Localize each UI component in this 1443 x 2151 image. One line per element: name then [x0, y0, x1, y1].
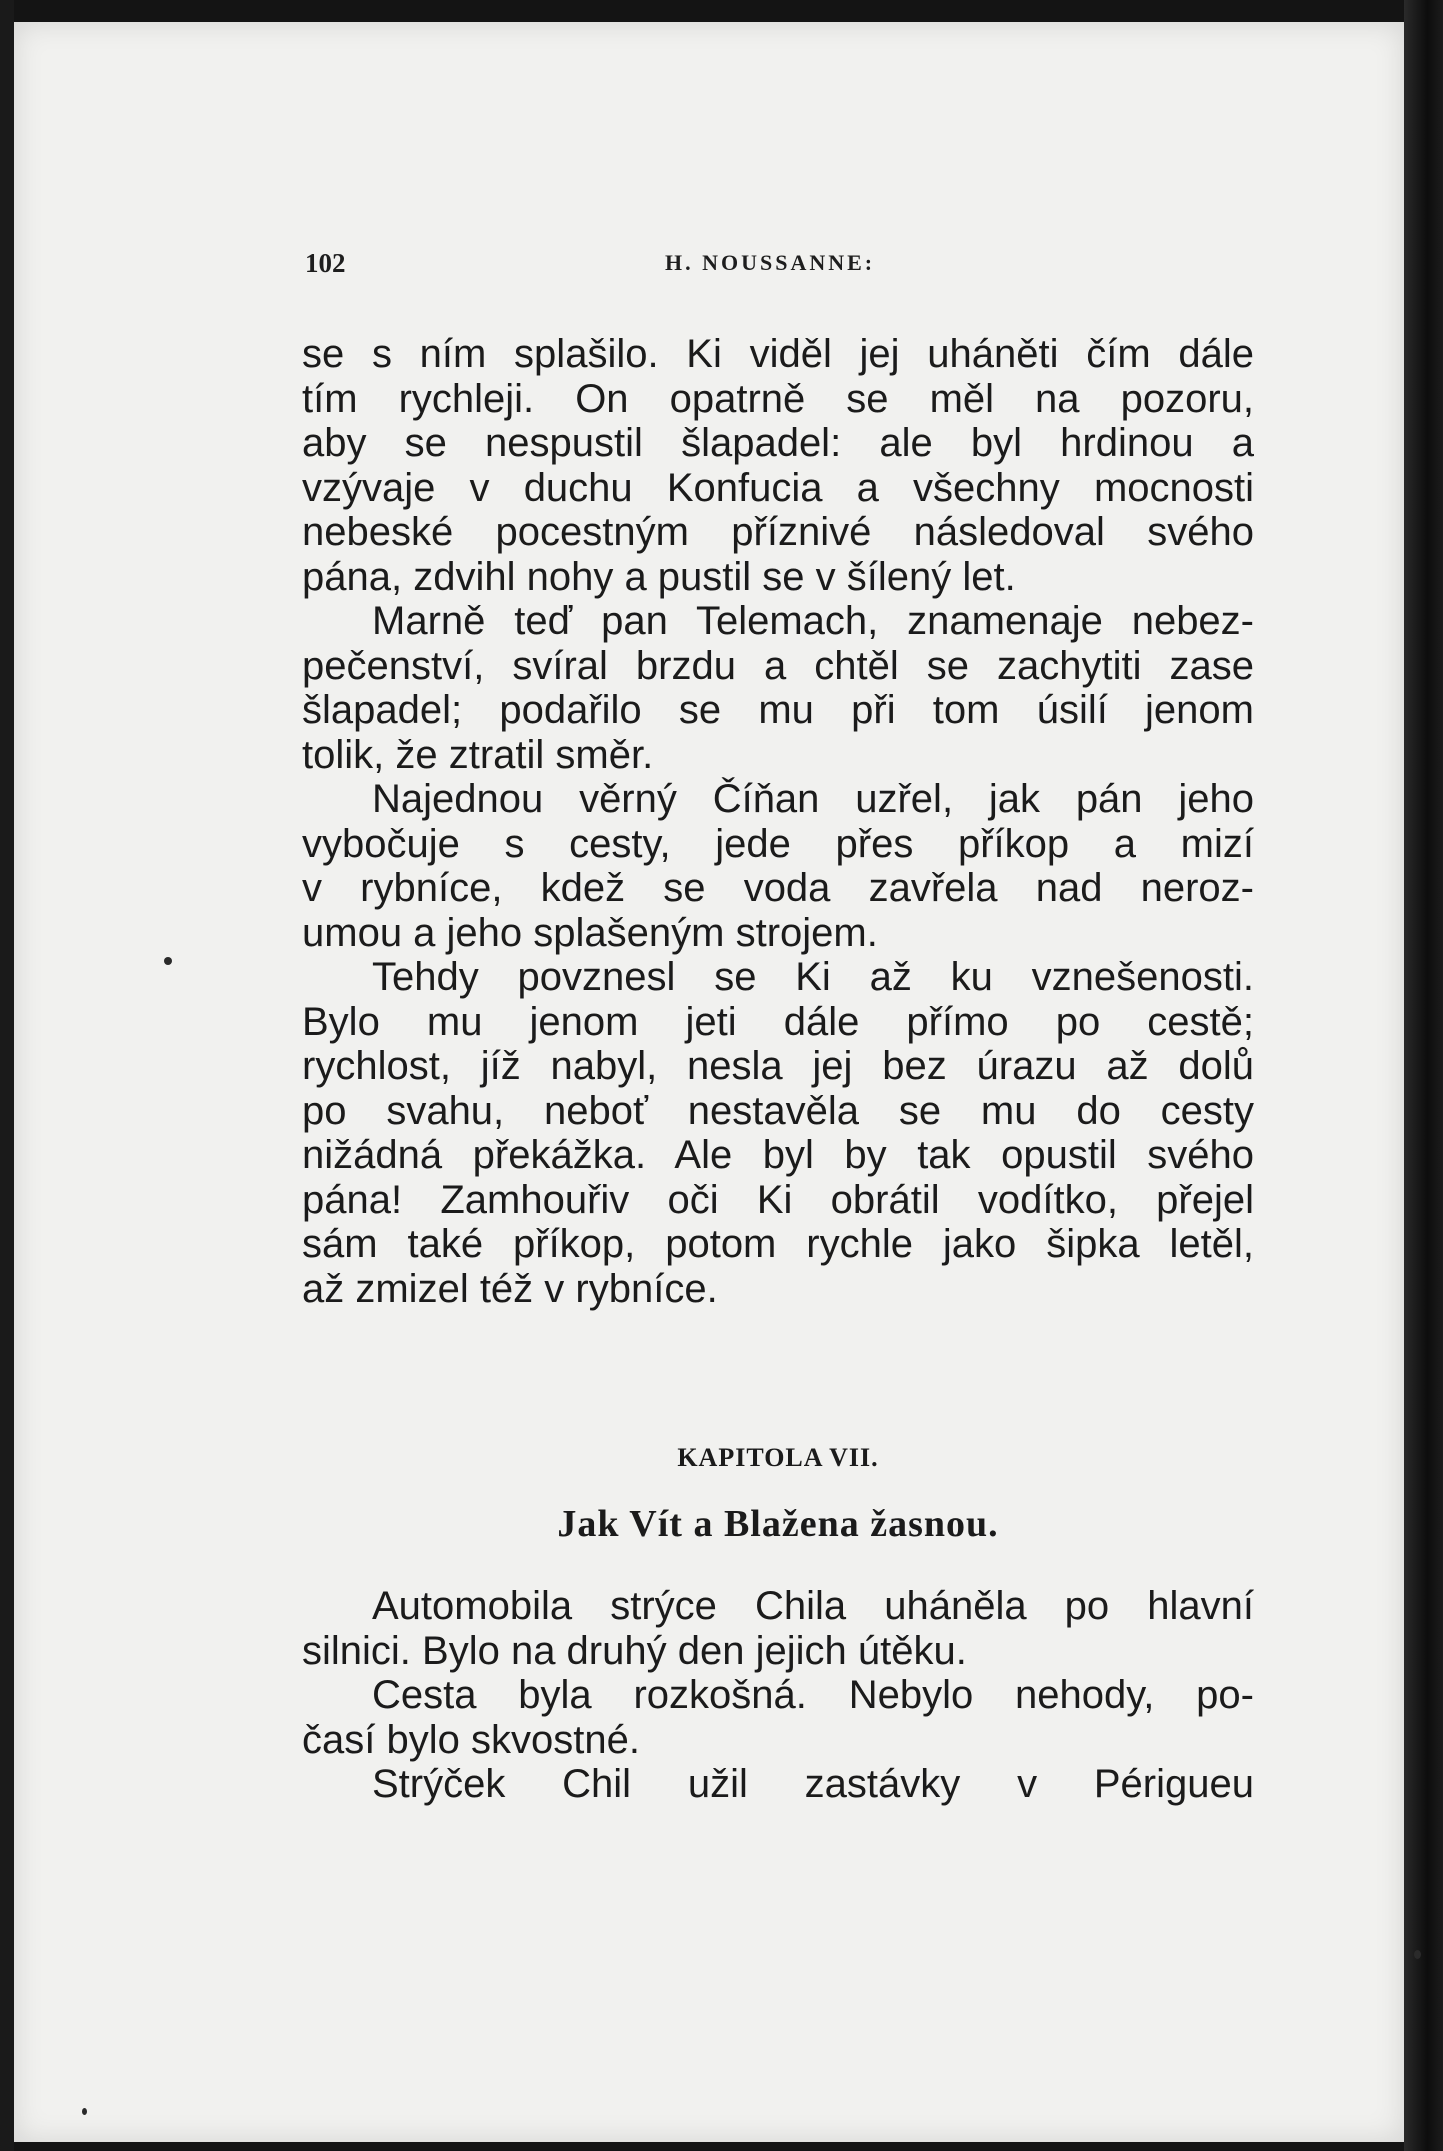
- text-line: až zmizel též v rybníce.: [302, 1266, 718, 1311]
- text-line: časí bylo skvostné.: [302, 1717, 640, 1762]
- text-line: v rybníce, kdež se voda zavřela nad neroz-: [302, 866, 1254, 910]
- author-running-head: H. NOUSSANNE:: [665, 250, 876, 275]
- text-line: rychlost, jíž nabyl, nesla jej bez úrazu až dolů: [302, 1044, 1254, 1088]
- text-line: silnici. Bylo na druhý den jejich útěku.: [302, 1628, 967, 1673]
- text-line: Strýček Chil užil zastávky v Périgueu: [372, 1762, 1254, 1806]
- book-binding-edge: [1404, 0, 1443, 2151]
- text-line: tolik, že ztratil směr.: [302, 732, 654, 777]
- text-line: po svahu, neboť nestavěla se mu do cesty: [302, 1088, 1254, 1133]
- text-line: aby se nespustil šlapadel: ale byl hrdinou a: [302, 421, 1254, 465]
- text-line: Automobila strýce Chila uháněla po hlavní: [372, 1584, 1254, 1628]
- text-line: pečenství, svíral brzdu a chtěl se zachytiti zase: [302, 643, 1254, 688]
- text-line: nižádná překážka. Ale byl by tak opustil svého: [302, 1133, 1254, 1177]
- text-line: tím rychleji. On opatrně se měl na pozoru,: [302, 376, 1254, 421]
- text-line: pána, zdvihl nohy a pustil se v šílený let.: [302, 554, 1016, 599]
- text-line: se s ním splašilo. Ki viděl jej uháněti čím dále: [302, 332, 1254, 376]
- scan-speck: [82, 2108, 87, 2115]
- text-line: umou a jeho splašeným strojem.: [302, 910, 878, 955]
- chapter-title: Jak Vít a Blažena žasnou.: [557, 1503, 999, 1545]
- text-line: sám také příkop, potom rychle jako šipka letěl,: [302, 1222, 1254, 1266]
- text-line: šlapadel; podařilo se mu při tom úsilí jenom: [302, 688, 1254, 732]
- text-line: Tehdy povznesl se Ki až ku vznešenosti.: [372, 955, 1254, 999]
- text-line: pána! Zamhouřiv oči Ki obrátil vodítko, přejel: [302, 1177, 1254, 1222]
- chapter-label: KAPITOLA VII.: [677, 1443, 879, 1472]
- text-line: vzývaje v duchu Konfucia a všechny mocnosti: [302, 465, 1254, 510]
- text-line: Marně teď pan Telemach, znamenaje nebez-: [372, 599, 1254, 643]
- text-line: Najednou věrný Číňan uzřel, jak pán jeho: [372, 777, 1254, 821]
- chapter-text: [302, 1584, 1254, 1807]
- scan-speck: [164, 957, 172, 965]
- text-line: nebeské pocestným příznivé následoval svého: [302, 510, 1254, 554]
- text-line: vybočuje s cesty, jede přes příkop a mizí: [302, 821, 1254, 866]
- scan-left-edge: [0, 0, 14, 2151]
- body-text: [302, 332, 1254, 1311]
- running-head: [305, 248, 1255, 288]
- text-line: Bylo mu jenom jeti dále přímo po cestě;: [302, 999, 1254, 1044]
- page-number: 102: [305, 248, 346, 278]
- scan-speck: [1414, 1950, 1421, 1959]
- text-line: Cesta byla rozkošná. Nebylo nehody, po-: [372, 1673, 1254, 1717]
